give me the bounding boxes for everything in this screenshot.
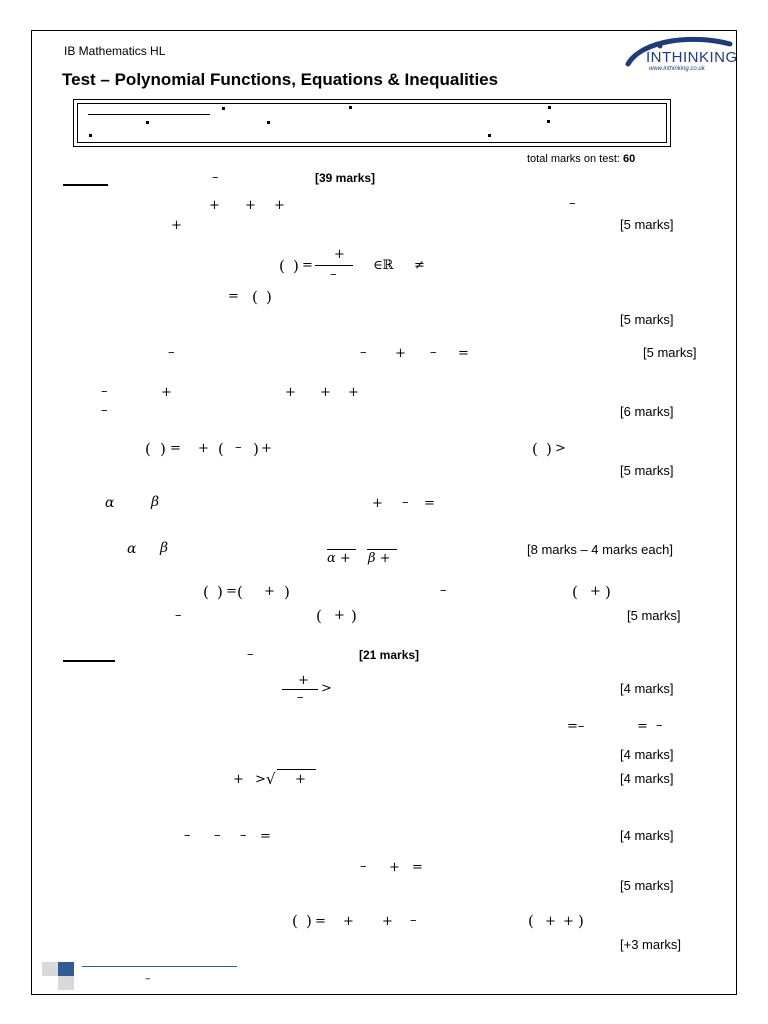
q12-minus: – <box>214 828 221 843</box>
q5-plus: + <box>261 441 272 456</box>
q12-minus: – <box>240 828 247 843</box>
q10-equals-minus: =– <box>567 719 585 734</box>
dot <box>547 120 550 123</box>
student-info-box-inner <box>77 103 667 143</box>
q1-plus: + <box>274 198 285 213</box>
q7-fraction-bar <box>367 549 397 550</box>
q1-minus: – <box>569 196 576 211</box>
q5-close-paren: ) <box>546 440 552 458</box>
q7-fraction-bar <box>327 549 356 550</box>
q2-numerator-plus: + <box>334 247 345 262</box>
q2-equals: = <box>228 289 239 304</box>
q9-denominator-minus: – <box>297 690 304 705</box>
footer-square-icon <box>58 962 74 976</box>
q11-marks: [4 marks] <box>620 771 674 786</box>
q14-plus: + <box>545 914 556 929</box>
q14-plus: + <box>343 914 354 929</box>
q7-beta: β <box>160 540 169 556</box>
q14-marks: [+3 marks] <box>620 937 682 952</box>
q4-minus: – <box>101 403 108 418</box>
q14-minus: – <box>410 913 417 928</box>
q5-plus: + <box>198 441 209 456</box>
q4-minus: – <box>101 384 108 399</box>
q7-beta-denominator: β + <box>368 551 391 566</box>
q11-sqrt-bar <box>277 769 316 770</box>
q4-plus: + <box>320 385 331 400</box>
q3-equals: = <box>458 346 469 361</box>
q14-close-paren: ) <box>578 912 584 930</box>
section-b-marks: [21 marks] <box>359 648 420 662</box>
logo-url: www.inthinking.co.uk <box>649 66 705 72</box>
section-a-dash: – <box>212 170 219 185</box>
q6-equals: = <box>424 496 435 511</box>
course-label: IB Mathematics HL <box>64 44 166 58</box>
footer-square-icon <box>42 962 58 976</box>
q2-equals: = <box>302 258 313 273</box>
q1-plus: + <box>209 198 220 213</box>
q2-close-paren: ) <box>266 288 272 306</box>
q12-equals: = <box>260 829 271 844</box>
q8-plus: + <box>590 584 601 599</box>
q9-numerator-plus: + <box>298 673 309 688</box>
q5-close-paren: ) <box>160 440 166 458</box>
name-underline <box>88 114 210 115</box>
q2-open-paren: ( <box>279 257 285 275</box>
q8-equals: = <box>226 584 237 599</box>
q14-open-paren: ( <box>528 912 534 930</box>
q5-greater-than: > <box>555 441 566 456</box>
q5-equals: = <box>170 441 181 456</box>
q10-equals: = <box>637 719 648 734</box>
q1-plus: + <box>171 218 182 233</box>
q4-plus: + <box>285 385 296 400</box>
q14-open-paren: ( <box>292 912 298 930</box>
q11-sqrt-icon: √ <box>266 770 276 788</box>
q5-marks: [5 marks] <box>620 463 674 478</box>
q8-close-paren: ) <box>605 583 611 601</box>
q11-plus: + <box>295 772 306 787</box>
q7-alpha-denominator: α + <box>327 551 351 566</box>
q2-not-equal: ≠ <box>414 258 425 273</box>
logo-text: INTHINKING <box>646 49 738 66</box>
q8-minus: – <box>175 608 182 623</box>
q4-plus: + <box>161 385 172 400</box>
q3-minus: – <box>360 345 367 360</box>
q3-minus: – <box>430 345 437 360</box>
q12-marks: [4 marks] <box>620 828 674 843</box>
q14-equals: = <box>315 914 326 929</box>
q8-open-paren: ( <box>237 583 243 601</box>
q5-open-paren: ( <box>218 440 224 458</box>
dot <box>222 107 225 110</box>
page-frame <box>31 30 737 995</box>
q14-plus: + <box>563 914 574 929</box>
section-a-marks: [39 marks] <box>315 171 376 185</box>
q1-marks: [5 marks] <box>620 217 674 232</box>
q5-close-paren: ) <box>253 440 259 458</box>
q6-minus: – <box>402 495 409 510</box>
total-marks-label: total marks on test: <box>527 153 620 165</box>
q8-minus: – <box>440 583 447 598</box>
q12-minus: – <box>184 828 191 843</box>
footer-square-icon <box>58 976 74 990</box>
q6-plus: + <box>372 496 383 511</box>
dot <box>548 106 551 109</box>
q14-plus: + <box>382 914 393 929</box>
q5-open-paren: ( <box>145 440 151 458</box>
q13-marks: [5 marks] <box>620 878 674 893</box>
q8-plus: + <box>334 608 345 623</box>
dot <box>267 121 270 124</box>
q8-close-paren: ) <box>217 583 223 601</box>
q8-open-paren: ( <box>572 583 578 601</box>
total-marks-value: 60 <box>623 153 636 165</box>
dot <box>349 106 352 109</box>
section-b-underline <box>63 660 115 662</box>
q4-plus: + <box>348 385 359 400</box>
section-a-underline <box>63 184 108 186</box>
q6-beta: β <box>151 494 160 510</box>
dot <box>488 134 491 137</box>
q10-minus: – <box>656 718 663 733</box>
q13-plus: + <box>389 860 400 875</box>
q8-close-paren: ) <box>351 607 357 625</box>
dot <box>89 134 92 137</box>
q14-close-paren: ) <box>306 912 312 930</box>
q11-plus: + <box>233 772 244 787</box>
q8-plus: + <box>264 584 275 599</box>
q8-open-paren: ( <box>316 607 322 625</box>
total-marks <box>527 153 635 165</box>
q5-open-paren: ( <box>532 440 538 458</box>
q6-alpha: α <box>105 495 115 511</box>
q7-alpha: α <box>127 541 137 557</box>
footer-dash: – <box>145 972 151 985</box>
page-title: Test – Polynomial Functions, Equations & Inequalities <box>62 70 499 89</box>
q13-minus: – <box>360 859 367 874</box>
q4-marks: [6 marks] <box>620 404 674 419</box>
dot <box>146 121 149 124</box>
q11-greater-than: > <box>255 772 266 787</box>
q2-denominator-minus: – <box>330 267 337 282</box>
q5-minus: – <box>235 440 242 455</box>
q13-equals: = <box>412 860 423 875</box>
footer-line <box>82 966 237 967</box>
q9-greater-than: > <box>321 681 332 696</box>
q3-marks: [5 marks] <box>643 345 697 360</box>
q10-marks: [4 marks] <box>620 747 674 762</box>
q2-marks: [5 marks] <box>620 312 674 327</box>
q1-plus: + <box>245 198 256 213</box>
q3-minus: – <box>168 345 175 360</box>
q2-open-paren: ( <box>252 288 258 306</box>
q8-marks: [5 marks] <box>627 608 681 623</box>
q2-close-paren: ) <box>293 257 299 275</box>
q8-close-paren: ) <box>284 583 290 601</box>
section-b-dash: – <box>247 647 254 662</box>
q3-plus: + <box>395 346 406 361</box>
q2-fraction-bar <box>315 265 353 266</box>
student-info-box <box>73 99 671 147</box>
q8-open-paren: ( <box>203 583 209 601</box>
q9-marks: [4 marks] <box>620 681 674 696</box>
q2-in-reals: ∈ℝ <box>373 258 394 273</box>
q7-marks: [8 marks – 4 marks each] <box>527 542 673 557</box>
